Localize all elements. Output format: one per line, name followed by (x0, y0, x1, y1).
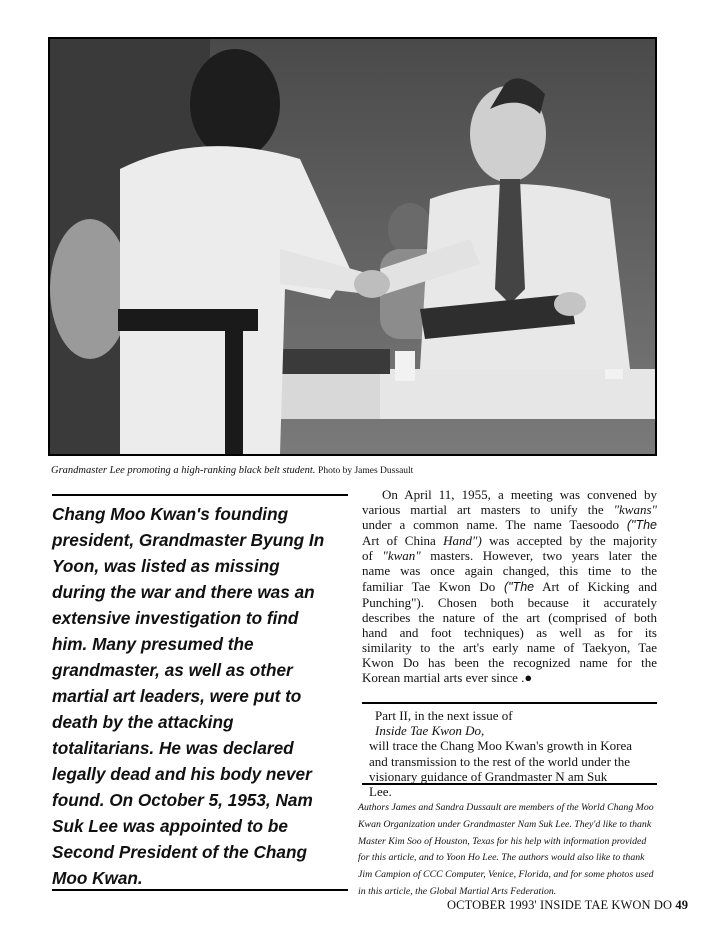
page-footer (447, 898, 688, 913)
article-line: Art of China Hand") was accepted by the majority (362, 533, 658, 549)
article-line: hand and foot techniques) as well as for its (362, 624, 657, 640)
footer-text: OCTOBER 1993' INSIDE TAE KWON DO (447, 898, 673, 912)
article-line: Punching"). Chosen both because it accurately (362, 594, 657, 610)
photo-caption (51, 465, 413, 476)
article-line: On April 11, 1955, a meeting was convened by (382, 487, 657, 502)
pull-quote-line: Moo Kwan. (52, 868, 143, 888)
article-body (362, 487, 657, 685)
next-issue-line: Lee. (369, 784, 392, 800)
article-line: familiar Tae Kwon Do ("The Art of Kicking and (362, 578, 657, 594)
next-issue-line: and transmission to the rest of the world under the (369, 753, 631, 769)
bio-line: for this article, and to Yoon Ho Lee. The authors would also like to thank (358, 852, 645, 864)
pull-quote-line: during the war and there was an (52, 582, 315, 602)
article-line: various martial art masters to unify the "kwans" (362, 502, 657, 518)
pull-quote-line: totalitarians. He was declared (52, 738, 294, 758)
next-issue-line: Part II, in the next issue of Inside Tae Kwon Do, (375, 708, 513, 739)
next-issue-note (362, 708, 657, 799)
pull-quote-top-rule (52, 494, 348, 496)
bio-line: Kwan Organization under Grandmaster Nam Suk Lee. They'd like to thank (358, 818, 652, 830)
photo-two-men-handshake (50, 39, 655, 454)
pull-quote-line: found. On October 5, 1953, Nam (52, 790, 313, 810)
next-issue-line: will trace the Chang Moo Kwan's growth in Korea (369, 738, 633, 754)
article-line: of "kwan" masters. However, two years later the (362, 548, 658, 564)
bio-line: Jim Campion of CCC Computer, Venice, Florida, and for some photos used (358, 869, 654, 881)
bio-line: Authors James and Sandra Dussault are members of the World Chang Moo (358, 802, 654, 813)
pull-quote-line: Suk Lee was appointed to be (52, 816, 288, 836)
pull-quote-line: him. Many presumed the (52, 634, 254, 654)
pull-quote-line: grandmaster, as well as other (52, 660, 293, 680)
article-line: similarity to the art's early name of Taekyon, Tae (362, 639, 657, 655)
article-line: Korean martial arts ever since .● (362, 670, 533, 686)
pull-quote-line: martial art leaders, were put to (52, 686, 302, 706)
article-line: under a common name. The name Taesoodo ("The (362, 517, 658, 533)
pull-quote (52, 501, 344, 891)
pull-quote-line: Second President of the Chang (52, 842, 307, 862)
bio-line: in this article, the Global Martial Arts Federation. (358, 885, 557, 897)
article-line: describes the nature of the art (comprised of both (362, 609, 657, 625)
photo-credit: Photo by James Dussault (318, 466, 414, 476)
pull-quote-line: president, Grandmaster Byung In (52, 530, 325, 550)
pull-quote-line: Chang Moo Kwan's founding (52, 504, 289, 524)
page-number: 49 (675, 898, 689, 912)
pull-quote-line: extensive investigation to find (52, 608, 299, 628)
pull-quote-line: legally dead and his body never (52, 764, 312, 784)
article-photo (48, 37, 657, 456)
next-issue-line: visionary guidance of Grandmaster N am Suk (369, 768, 608, 784)
author-bio (358, 800, 658, 901)
magazine-title: Inside Tae Kwon Do, (375, 723, 485, 739)
article-line: Kwon Do has been the recognized name for the (362, 655, 657, 671)
next-issue-top-rule (362, 702, 657, 704)
kwans-term: "kwans" (613, 502, 657, 518)
pull-quote-line: Yoon, was listed as missing (52, 556, 280, 576)
article-line: name was once again changed, this time to the (362, 563, 657, 579)
caption-text: Grandmaster Lee promoting a high-ranking black belt student. (51, 465, 316, 476)
pull-quote-line: death by the attacking (52, 712, 234, 732)
bio-line: Master Kim Soo of Houston, Texas for his help with information provided (358, 835, 647, 847)
